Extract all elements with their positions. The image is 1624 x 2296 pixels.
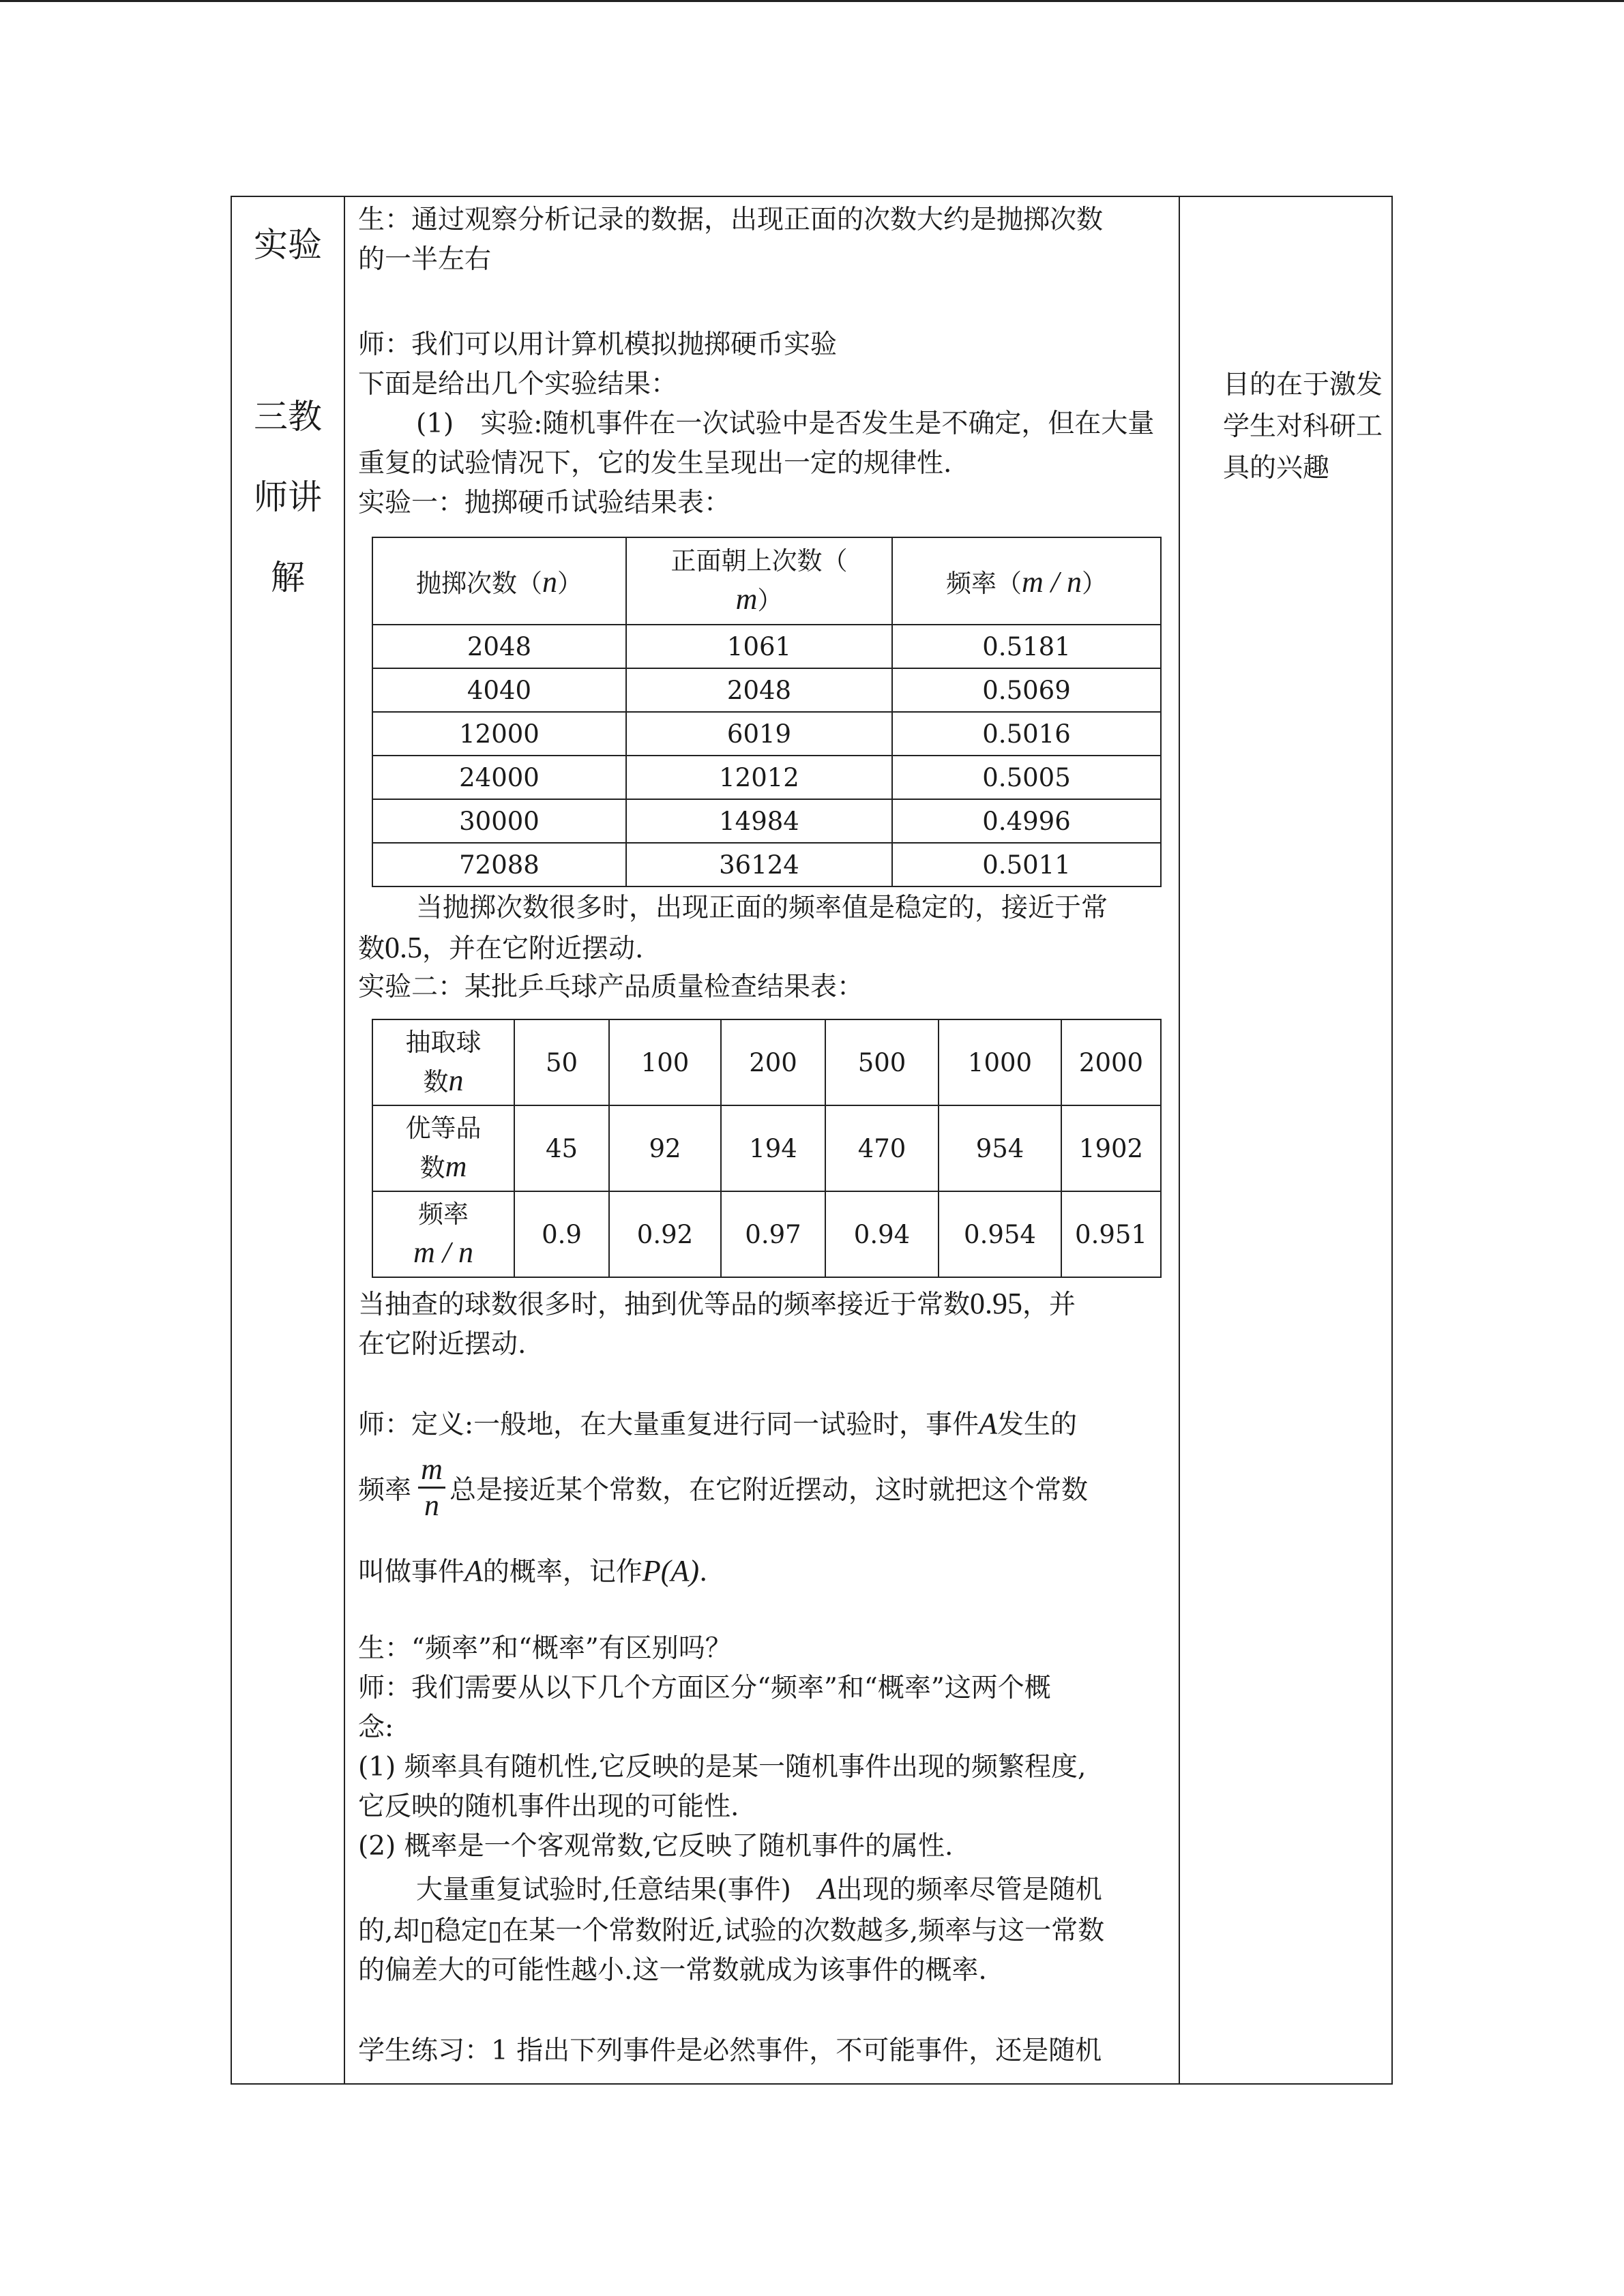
table-title: 实验二：某批乒乓球产品质量检查结果表： bbox=[358, 972, 864, 1002]
fraction-m-over-n: m n bbox=[418, 1454, 445, 1521]
text-line: 师：我们需要从以下几个方面区分“频率”和“概率”这两个概 bbox=[358, 1673, 1051, 1703]
text-line: 大量重复试验时,任意结果(事件) A出现的频率尽管是随机 bbox=[416, 1872, 1102, 1905]
table-row: 优等品 数m 45 92 194 470 954 1902 bbox=[372, 1105, 1161, 1191]
text-line: 念: bbox=[358, 1712, 394, 1743]
stage-label-line: 三教 bbox=[254, 397, 322, 436]
stage-label-line: 解 bbox=[271, 558, 305, 597]
coin-toss-table bbox=[372, 537, 1162, 887]
table-row: 2048 1061 0.5181 bbox=[372, 625, 1161, 668]
stage-label-line: 师讲 bbox=[254, 477, 322, 517]
table-title: 实验一：抛掷硬币试验结果表： bbox=[358, 488, 731, 518]
lesson-plan-table bbox=[231, 196, 1393, 2085]
text-line: 生：“频率”和“概率”有区别吗？ bbox=[358, 1633, 732, 1664]
table-row: 抽取球 数n 50 100 200 500 1000 2000 bbox=[372, 1019, 1161, 1105]
text-line: 当抛掷次数很多时，出现正面的频率值是稳定的，接近于常 bbox=[416, 893, 1108, 923]
row-label-cell: 优等品 数m bbox=[372, 1105, 514, 1191]
row-label-cell: 抽取球 数n bbox=[372, 1019, 514, 1105]
definition-line: 叫做事件A的概率，记作P(A). bbox=[358, 1554, 708, 1587]
header-cell: 正面朝上次数（ m） bbox=[626, 537, 892, 625]
text-line: 在它附近摆动. bbox=[358, 1329, 527, 1360]
text-line: 重复的试验情况下，它的发生呈现出一定的规律性. bbox=[358, 448, 952, 479]
teaching-content bbox=[358, 197, 1182, 2083]
purpose-column bbox=[1189, 197, 1393, 2083]
column-divider bbox=[344, 197, 345, 2083]
definition-line: 频率 总是接近某个常数，在它附近摆动，这时就把这个常数 bbox=[358, 1475, 1089, 1506]
table-row: 24000 12012 0.5005 bbox=[372, 756, 1161, 799]
text-line: 生：通过观察分析记录的数据，出现正面的次数大约是抛掷次数 bbox=[358, 205, 1104, 235]
text-line: (1) 实验:随机事件在一次试验中是否发生是不确定，但在大量 bbox=[416, 408, 1155, 439]
table-row: 72088 36124 0.5011 bbox=[372, 843, 1161, 886]
page-top-border bbox=[0, 0, 1624, 2]
table-header-row bbox=[372, 537, 1161, 625]
text-line: 它反映的随机事件出现的可能性. bbox=[358, 1791, 739, 1822]
ping-pong-quality-table bbox=[372, 1019, 1162, 1278]
text-line: 学生练习：1 指出下列事件是必然事件，不可能事件，还是随机 bbox=[358, 2036, 1102, 2066]
header-cell: 抛掷次数（n） bbox=[372, 537, 626, 625]
stage-label-column bbox=[232, 197, 344, 2083]
table-row: 12000 6019 0.5016 bbox=[372, 712, 1161, 756]
table-row: 30000 14984 0.4996 bbox=[372, 799, 1161, 843]
header-cell: 频率（m / n） bbox=[892, 537, 1161, 625]
text-line: 师：我们可以用计算机模拟抛掷硬币实验 bbox=[358, 329, 838, 360]
table-row: 4040 2048 0.5069 bbox=[372, 668, 1161, 712]
text-line: 的一半左右 bbox=[358, 244, 492, 275]
definition-line: 师：定义:一般地，在大量重复进行同一试验时，事件A发生的 bbox=[358, 1407, 1078, 1440]
purpose-text: 目的在于激发 学生对科研工 具的兴趣 bbox=[1223, 370, 1383, 483]
text-line: (1) 频率具有随机性,它反映的是某一随机事件出现的频繁程度, bbox=[358, 1752, 1087, 1783]
row-label-cell: 频率 m / n bbox=[372, 1191, 514, 1277]
stage-label-line: 实验 bbox=[254, 225, 322, 265]
text-line: 下面是给出几个实验结果： bbox=[358, 369, 678, 400]
table-row: 频率 m / n 0.9 0.92 0.97 0.94 0.954 0.951 bbox=[372, 1191, 1161, 1277]
text-line: 的偏差大的可能性越小.这一常数就成为该事件的概率. bbox=[358, 1955, 987, 1986]
text-line: (2) 概率是一个客观常数,它反映了随机事件的属性. bbox=[358, 1831, 954, 1862]
text-line: 当抽查的球数很多时，抽到优等品的频率接近于常数0.95，并 bbox=[358, 1287, 1076, 1320]
text-line: 的,却▯稳定▯在某一个常数附近,试验的次数越多,频率与这一常数 bbox=[358, 1915, 1105, 1946]
text-line: 数0.5，并在它附近摆动. bbox=[358, 931, 644, 964]
